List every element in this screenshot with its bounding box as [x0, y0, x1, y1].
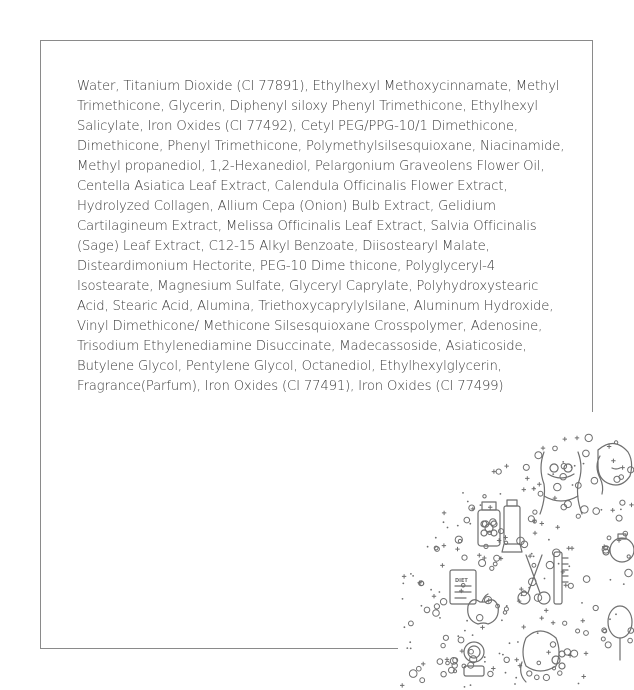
- pattern-dot: [583, 463, 585, 465]
- pattern-dot: [455, 547, 459, 551]
- pattern-dot: [480, 625, 484, 629]
- pattern-dot: [564, 583, 568, 587]
- pattern-dot: [497, 538, 501, 542]
- pattern-dot: [466, 620, 468, 622]
- pattern-dot: [537, 482, 541, 486]
- pattern-dot: [525, 476, 529, 480]
- pattern-dot: [582, 674, 586, 678]
- pattern-dot: [593, 508, 600, 515]
- pattern-dot: [505, 672, 507, 674]
- pattern-dot: [457, 635, 459, 637]
- pattern-dot: [544, 608, 548, 612]
- pattern-dot: [499, 529, 504, 534]
- pattern-dot: [479, 560, 486, 567]
- pattern-dot: [581, 602, 583, 604]
- comb-icon: [554, 552, 568, 604]
- pattern-dot: [593, 605, 598, 610]
- pattern-dot: [432, 594, 436, 598]
- pattern-dot: [443, 635, 448, 640]
- pattern-dot: [472, 634, 474, 636]
- pattern-dot: [556, 525, 560, 529]
- pattern-dot: [540, 616, 544, 620]
- pattern-dot: [611, 508, 615, 512]
- pattern-dot: [464, 686, 466, 688]
- pattern-dot: [558, 563, 560, 565]
- pattern-dot: [469, 649, 474, 654]
- pattern-dot: [533, 556, 535, 558]
- pattern-dot: [504, 464, 508, 468]
- pattern-dot: [409, 670, 417, 678]
- pattern-dot: [537, 632, 539, 634]
- pattern-dot: [441, 672, 446, 677]
- pattern-dot: [469, 505, 475, 511]
- pattern-dot: [501, 619, 503, 621]
- pattern-dot: [441, 643, 445, 647]
- pattern-dot: [550, 642, 555, 647]
- pattern-dot: [528, 516, 534, 522]
- pattern-dot: [576, 514, 580, 518]
- pattern-dot: [500, 557, 502, 559]
- pattern-dot: [620, 465, 624, 469]
- pattern-dot: [421, 662, 425, 666]
- pattern-dot: [430, 589, 432, 591]
- pattern-dot: [607, 536, 611, 540]
- pattern-dot: [535, 675, 540, 680]
- pattern-dot: [532, 563, 536, 567]
- pattern-dot: [446, 661, 450, 665]
- pattern-dot: [442, 543, 446, 547]
- pattern-dot: [584, 651, 588, 655]
- pattern-dot: [434, 604, 439, 609]
- pattern-dot: [623, 583, 625, 585]
- pattern-dot: [615, 613, 617, 615]
- pattern-dot: [553, 446, 558, 451]
- pattern-dot: [616, 515, 622, 521]
- pattern-dot: [470, 684, 472, 686]
- pattern-dot: [515, 677, 517, 679]
- pattern-dot: [427, 546, 429, 548]
- pattern-dot: [571, 650, 578, 657]
- pattern-dot: [464, 517, 470, 523]
- pattern-dot: [469, 523, 471, 525]
- pattern-dot: [540, 521, 544, 525]
- pattern-dot: [462, 492, 464, 494]
- pattern-dot: [576, 629, 580, 633]
- pattern-dot: [614, 476, 620, 482]
- pattern-dot: [484, 656, 486, 658]
- pattern-dot: [493, 562, 497, 566]
- pattern-dot: [541, 446, 545, 450]
- pattern-dot: [620, 509, 622, 511]
- pattern-dot: [488, 671, 493, 676]
- pattern-dot: [601, 509, 603, 511]
- pattern-dot: [447, 527, 449, 529]
- pattern-dot: [406, 647, 408, 649]
- pattern-dot: [620, 500, 625, 505]
- pattern-dot: [609, 618, 611, 620]
- pattern-dot: [499, 653, 501, 655]
- pattern-dot: [514, 683, 516, 685]
- pattern-dot: [412, 575, 414, 577]
- apple-icon: [468, 594, 499, 624]
- pattern-dot: [568, 565, 570, 567]
- compact-mirror-icon: [464, 642, 484, 676]
- pattern-dot: [490, 566, 494, 570]
- pattern-dot: [551, 621, 555, 625]
- cream-tube-icon: [502, 500, 522, 552]
- pattern-dot: [538, 491, 543, 496]
- pattern-dot: [531, 553, 533, 555]
- pattern-dot: [558, 671, 562, 675]
- pattern-dot: [527, 671, 532, 676]
- pattern-dot: [601, 637, 605, 641]
- diet-label: DIET: [455, 578, 468, 584]
- pattern-dot: [543, 674, 549, 680]
- pattern-dot: [468, 662, 474, 668]
- pattern-dot: [605, 642, 611, 648]
- pattern-dot: [563, 437, 567, 441]
- pattern-dot: [504, 657, 509, 662]
- pattern-dot: [417, 666, 422, 671]
- pattern-dot: [628, 638, 633, 643]
- pattern-dot: [572, 484, 574, 486]
- pattern-dot: [462, 555, 467, 560]
- pattern-dot: [591, 477, 598, 484]
- pattern-dot: [610, 579, 612, 581]
- pattern-dot: [402, 583, 404, 585]
- pattern-dot: [437, 659, 443, 665]
- beauty-icon-pattern-svg: [398, 412, 634, 690]
- pattern-dot: [491, 666, 495, 670]
- pattern-dot: [435, 547, 440, 552]
- pattern-dot: [439, 617, 441, 619]
- body-figure-icon: [540, 452, 582, 514]
- pattern-dot: [435, 537, 437, 539]
- pattern-dot: [560, 474, 566, 480]
- pattern-dot: [500, 493, 502, 495]
- pattern-dot: [583, 576, 590, 583]
- pattern-dot: [484, 661, 486, 663]
- pattern-dot: [548, 539, 550, 541]
- pattern-dot: [629, 503, 633, 507]
- pattern-dot: [477, 553, 481, 557]
- pattern-dot: [581, 619, 585, 623]
- pattern-dot: [554, 483, 561, 490]
- pattern-dot: [583, 450, 590, 457]
- pattern-dot: [602, 628, 607, 633]
- pattern-dot: [492, 469, 496, 473]
- pattern-dot: [523, 464, 529, 470]
- pattern-dot: [522, 625, 526, 629]
- pattern-dot: [410, 573, 412, 575]
- pattern-dot: [458, 637, 464, 643]
- pattern-dot: [400, 683, 404, 687]
- pattern-dot: [402, 574, 406, 578]
- pattern-dot: [410, 648, 412, 650]
- pattern-dot: [546, 650, 550, 654]
- pattern-dot: [409, 621, 414, 626]
- pattern-dot: [464, 630, 466, 632]
- pattern-dot: [567, 546, 571, 550]
- pattern-dot: [404, 626, 406, 628]
- pattern-dot: [402, 598, 404, 600]
- pattern-dot: [517, 641, 519, 643]
- pattern-dot: [409, 641, 411, 643]
- pattern-dot: [440, 563, 444, 567]
- pattern-dot: [562, 461, 564, 463]
- pattern-dot: [442, 511, 446, 515]
- pattern-dot: [607, 444, 611, 448]
- pattern-dot: [420, 678, 425, 683]
- pattern-dot: [625, 569, 632, 576]
- pattern-dot: [584, 631, 589, 636]
- pattern-dot: [477, 615, 483, 621]
- hand-mirror-icon: [608, 606, 632, 660]
- pattern-dot: [522, 487, 526, 491]
- pattern-dot: [627, 555, 630, 558]
- pattern-dot: [563, 621, 567, 625]
- pattern-dot: [564, 501, 571, 508]
- flower-jar-icon: [478, 502, 500, 546]
- pattern-dot: [506, 605, 508, 607]
- pattern-dot: [504, 607, 508, 611]
- pattern-dot: [533, 510, 537, 514]
- pattern-dot: [552, 473, 554, 475]
- pattern-dot: [575, 436, 579, 440]
- ingredients-list: Water, Titanium Dioxide (CI 77891), Ethylhexyl Methoxycinnamate, Methyl Trimethicone, Glycerin, Diphenyl siloxy Phenyl Trimethicone, Ethylhexyl Salicylate, Iron Oxides (CI 77492), Cetyl PEG/PPG-10/1 Dimethicone, Dimethicone, Phenyl Trimethicone, Polymethylsilsesquioxane, Niacinamide, Methyl propanediol, 1,2-Hexanediol, Pelargonium Graveolens Flower Oil, Centella Asiatica Leaf Extract, Calendula Officinalis Flower Extract, Hydrolyzed Collagen, Allium Cepa (Onion) Bulb Extract, Gelidium Cartilagineum Extract, Melissa Officinalis Leaf Extract, Salvia Officinalis (Sage) Leaf Extract, C12-15 Alkyl Benzoate, Diisostearyl Malate, Disteardimonium Hectorite, PEG-10 Dime thicone, Polyglyceryl-4 Isostearate, Magnesium Sulfate, Glyceryl Caprylate, Polyhydroxystearic Acid, Stearic Acid, Alumina, Triethoxycaprylylsilane, Aluminum Hydroxide, Vinyl Dimethicone/ Methicone Silsesquioxane Crosspolymer, Adenosine, Trisodium Ethylenediamine Disuccinate, Madecassoside, Asiaticoside, Butylene Glycol, Pentylene Glycol, Octanediol, Ethylhexylglycerin, Fragrance(Parfum), Iron Oxides (CI 77491), Iron Oxides (CI 77499): [77, 79, 565, 394]
- pattern-dot: [585, 434, 592, 441]
- pattern-dot: [546, 561, 553, 568]
- pattern-dot: [488, 505, 492, 509]
- pattern-dot: [424, 607, 430, 613]
- pattern-dot: [467, 501, 469, 503]
- pattern-dot: [515, 658, 519, 662]
- pattern-dot: [421, 605, 423, 607]
- pattern-dot: [535, 452, 542, 459]
- pattern-dot: [433, 610, 440, 617]
- pattern-dot: [509, 642, 511, 644]
- pattern-dot: [537, 661, 541, 665]
- pattern-dot: [611, 459, 615, 463]
- pattern-dot: [574, 465, 576, 467]
- pattern-dot: [480, 504, 482, 506]
- pattern-dot: [496, 469, 501, 474]
- pattern-dot: [502, 654, 504, 656]
- pattern-dot: [578, 683, 580, 685]
- pattern-dot: [439, 591, 441, 593]
- pattern-dot: [533, 531, 537, 535]
- pattern-dot: [458, 539, 461, 542]
- pattern-dot: [483, 495, 486, 498]
- pattern-dot: [532, 487, 536, 491]
- pattern-dot: [568, 583, 573, 588]
- pattern-dot: [443, 521, 445, 523]
- pattern-dot: [440, 599, 446, 605]
- pattern-dot: [457, 525, 459, 527]
- beauty-icon-pattern: [398, 412, 634, 690]
- woman-face-icon: [597, 443, 632, 494]
- pattern-dot: [544, 578, 546, 580]
